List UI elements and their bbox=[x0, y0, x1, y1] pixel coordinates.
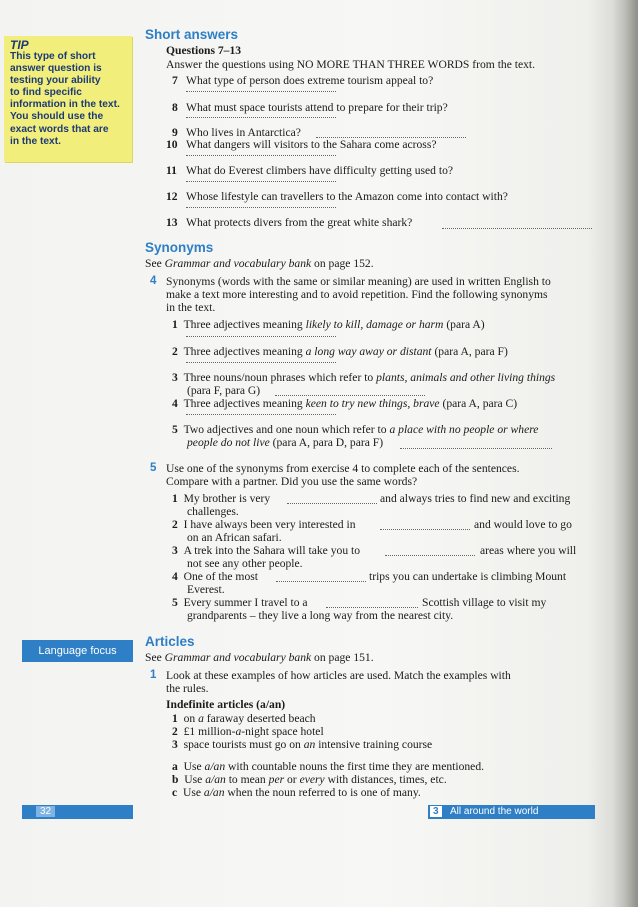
sentence-item-cont: grandparents – they live a long way from the nearest city. bbox=[187, 609, 454, 622]
tip-line: to find specific bbox=[10, 87, 82, 99]
sentence-item-end: trips you can undertake is climbing Mount bbox=[369, 570, 567, 583]
sentence-item-cont: Everest. bbox=[187, 583, 225, 596]
page-number-bar bbox=[22, 805, 133, 819]
answer-line[interactable] bbox=[186, 362, 336, 363]
unit-footer-bar bbox=[428, 805, 595, 819]
tip-line: answer question is bbox=[10, 63, 102, 75]
answer-line[interactable] bbox=[400, 448, 552, 449]
unit-number: 3 bbox=[430, 806, 442, 817]
article-example: 1 on a faraway deserted beach bbox=[172, 712, 316, 725]
synonyms-heading: Synonyms bbox=[145, 240, 214, 255]
sentence-item-end: areas where you will bbox=[480, 544, 577, 557]
tip-title: TIP bbox=[10, 38, 29, 52]
synonym-task: 1 Three adjectives meaning likely to kill, damage or harm (para A) bbox=[172, 318, 485, 331]
synonym-task-cont: people do not live (para A, para D, para F) bbox=[187, 436, 384, 449]
tip-line: exact words that are bbox=[10, 123, 109, 135]
tip-line: This type of short bbox=[10, 51, 96, 62]
answer-line[interactable] bbox=[186, 414, 336, 415]
synonyms-see-ref: See Grammar and vocabulary bank on page 152. bbox=[145, 257, 374, 270]
articles-heading: Articles bbox=[145, 634, 195, 649]
answer-line[interactable] bbox=[380, 529, 470, 530]
sentence-item: 1 My brother is very bbox=[172, 492, 271, 505]
answer-line[interactable] bbox=[276, 581, 366, 582]
tip-line: testing your ability bbox=[10, 75, 101, 87]
exercise-number: 4 bbox=[150, 275, 157, 287]
synonym-task: 3 Three nouns/noun phrases which refer to plants, animals and other living things bbox=[172, 371, 556, 384]
answer-line[interactable] bbox=[326, 607, 418, 608]
synonym-task-cont: (para F, para G) bbox=[187, 384, 261, 397]
ex1-instruction: Look at these examples of how articles are used. Match the examples with the rules. bbox=[166, 669, 511, 695]
article-example: 3 space tourists must go on an intensive training course bbox=[172, 738, 433, 751]
questions-label: Questions 7–13 bbox=[166, 44, 242, 57]
language-focus-tag: Language focus bbox=[22, 640, 133, 662]
ex4-instruction: Synonyms (words with the same or similar meaning) are used in written English to make a text more interesting and to avoid repetition. Find the following synonyms in the text. bbox=[166, 275, 551, 314]
synonym-task: 4 Three adjectives meaning keen to try new things, brave (para A, para C) bbox=[172, 397, 518, 410]
exercise-number: 1 bbox=[150, 669, 157, 681]
short-answers-instruction: Answer the questions using NO MORE THAN THREE WORDS from the text. bbox=[166, 58, 536, 71]
exercise-number: 5 bbox=[150, 462, 157, 474]
indefinite-articles-heading: Indefinite articles (a/an) bbox=[166, 698, 286, 711]
answer-line[interactable] bbox=[186, 117, 336, 118]
sentence-item: 4 One of the most bbox=[172, 570, 258, 583]
tip-line: information in the text. bbox=[10, 99, 120, 111]
sentence-item-cont: challenges. bbox=[187, 505, 239, 518]
ex5-instruction: Use one of the synonyms from exercise 4 to complete each of the sentences. Compare with a partner. Did you use the same words? bbox=[166, 462, 520, 488]
answer-line[interactable] bbox=[186, 155, 336, 156]
sentence-item-end: and would love to go bbox=[474, 518, 572, 531]
answer-line[interactable] bbox=[186, 181, 336, 182]
sentence-item-end: and always tries to find new and exciting bbox=[380, 492, 571, 505]
answer-line[interactable] bbox=[442, 228, 592, 229]
article-example: 2 £1 million-a-night space hotel bbox=[172, 725, 324, 738]
tip-box bbox=[4, 36, 132, 162]
answer-line[interactable] bbox=[186, 207, 336, 208]
answer-line[interactable] bbox=[186, 336, 336, 337]
article-rule: b Use a/an to mean per or every with distances, times, etc. bbox=[172, 773, 447, 786]
sentence-item: 5 Every summer I travel to a bbox=[172, 596, 308, 609]
answer-line[interactable] bbox=[385, 555, 475, 556]
sentence-item: 3 A trek into the Sahara will take you to bbox=[172, 544, 361, 557]
answer-line[interactable] bbox=[186, 91, 336, 92]
page-number: 32 bbox=[36, 806, 55, 817]
answer-line[interactable] bbox=[287, 503, 377, 504]
article-rule: a Use a/an with countable nouns the first time they are mentioned. bbox=[172, 760, 485, 773]
sentence-item-cont: not see any other people. bbox=[187, 557, 303, 570]
synonym-task: 2 Three adjectives meaning a long way away or distant (para A, para F) bbox=[172, 345, 508, 358]
answer-line[interactable] bbox=[275, 395, 425, 396]
tip-line: You should use the bbox=[10, 111, 104, 123]
tip-line: in the text. bbox=[10, 135, 61, 147]
unit-title: All around the world bbox=[450, 806, 539, 817]
short-answers-heading: Short answers bbox=[145, 27, 239, 42]
synonym-task: 5 Two adjectives and one noun which refer to a place with no people or where bbox=[172, 423, 539, 436]
article-rule: c Use a/an when the noun referred to is one of many. bbox=[172, 786, 421, 799]
sentence-item-end: Scottish village to visit my bbox=[422, 596, 547, 609]
sentence-item: 2 I have always been very interested in bbox=[172, 518, 356, 531]
articles-see-ref: See Grammar and vocabulary bank on page 151. bbox=[145, 651, 374, 664]
tip-text bbox=[10, 51, 128, 148]
sentence-item-cont: on an African safari. bbox=[187, 531, 282, 544]
